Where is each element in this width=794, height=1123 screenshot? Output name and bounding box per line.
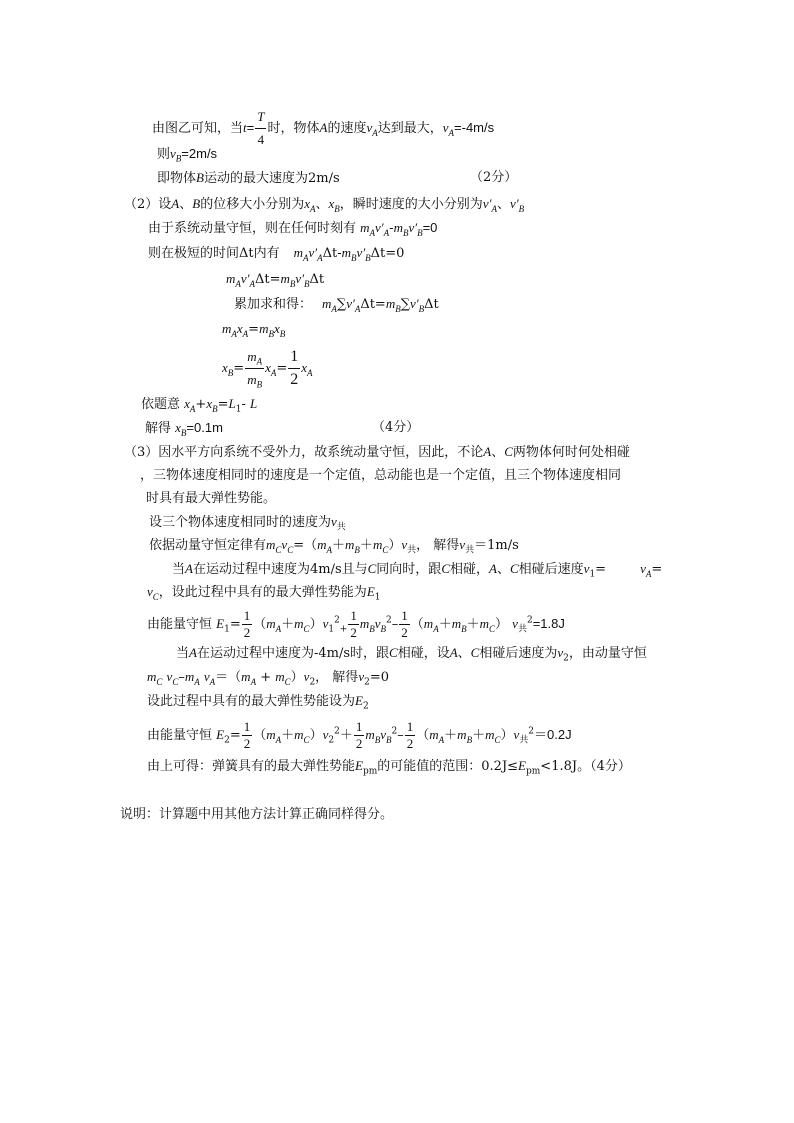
fraction-one-half: $\frac{1}{2}$ (401, 608, 408, 640)
line-23: 设此过程中具有的最大弹性势能设为$E_2$ (147, 693, 369, 712)
line-10: $x_B=$ $\frac{m_A}{m_B}$ $x_A=$ $\frac{1}{2}$ $x_A$ (222, 348, 313, 390)
fraction-one-half: $\frac{1}{2}$ (406, 719, 414, 751)
line-8: 累加求和得： $m_A\sum v'_A\Delta t=m_B\sum v'_B\Delta t$ (234, 296, 439, 314)
fraction-T-over-4: $\frac{T}{4}$ (255, 106, 266, 151)
line-3: 即物体B运动的最大速度为2m/s (157, 170, 340, 186)
line-17: 依据动量守恒定律有$m_Cv_C=(m_A+m_B+m_C)v_共$， 解得$v_共=1m/s$ (149, 537, 519, 556)
line-25: 由上可得：弹簧具有的最大弹性势能$E_{pm}$的可能值的范围：$0.2J\le E_{pm}<1.8J$。（4分） (147, 758, 631, 777)
fraction-one-half: $\frac{1}{2}$ (290, 348, 299, 388)
note-line: 说明：计算题中用其他方法计算正确同样得分。 (120, 807, 394, 822)
line-18: 当A在运动过程中速度为4m/s且与C同向时，跟C相碰，A、C相碰后速度$v_1= v_A=$ (172, 561, 663, 580)
line-15: 时具有最大弹性势能。 (146, 491, 277, 506)
line-9: $m_Ax_A=m_Bx_B$ (222, 321, 286, 339)
score-4a: （4分） (372, 420, 420, 435)
line-16: 设三个物体速度相同时的速度为$v_共$ (149, 514, 346, 533)
fraction-one-half: $\frac{1}{2}$ (350, 608, 357, 640)
line-6: 则在极短的时间Δt内有 $m_Av'_A\Delta t-m_Bv'_B\Delta t=0$ (148, 245, 405, 263)
line-7: $m_Av'_A\Delta t=m_Bv'_B\Delta t$ (226, 271, 325, 289)
line-20: 由能量守恒 $E_1=$ $\frac{1}{2}$ $(m_A+m_C)v_1^2_+$ $\frac{1}{2}$ $m_Bv_B^2-$ $\frac{1}{2}$ $(m_A+m_B+m_C)$ $v_共^2=1.8J$ (147, 608, 565, 640)
line-2: 则$v_B=2m/s$ (157, 146, 218, 164)
fraction-mA-over-mB: $\frac{m_A}{m_B}$ (245, 346, 264, 391)
score-2: （2分） (470, 170, 518, 185)
line-14: ，三物体速度相同时的速度是一个定值，总动能也是一个定值，且三个物体速度相同 (140, 468, 622, 483)
line-1: 由图乙可知，当t= $\frac{T}{4}$ 时，物体A的速度$v_A$达到最大，$v_A=-4m/s$ (152, 106, 494, 151)
line-12: 解得 $x_B=0.1m$ (145, 420, 223, 438)
fraction-one-half: $\frac{1}{2}$ (355, 719, 363, 751)
fraction-one-half: $\frac{1}{2}$ (243, 719, 251, 751)
line-11: 依题意 $x_A+x_B=L_1-$ L (141, 396, 258, 415)
line-19: $v_C$，设此过程中具有的最大弹性势能为$E_1$ (147, 584, 381, 603)
line-24: 由能量守恒 $E_2=$ $\frac{1}{2}$ $(m_A+m_C)v_2^2+$ $\frac{1}{2}$ $m_Bv_B^2-$ $\frac{1}{2}$ $(m_A+m_B+m_C)v_共^2=0.2J$ (147, 719, 572, 751)
line-21: 当A在运动过程中速度为-4m/s时，跟C相碰，设A、C相碰后速度为$v_2$，由动量守恒 (176, 645, 647, 664)
line-4: （2）设A、B的位移大小分别为$x_A$、$x_B$，瞬时速度的大小分别为$v'_A$、$v'_B$ (124, 196, 525, 214)
fraction-one-half: $\frac{1}{2}$ (243, 608, 251, 640)
line-5: 由于系统动量守恒，则在任何时刻有 $m_Av'_A-m_Bv'_B=0$ (148, 220, 438, 238)
line-22: $m_C$ $v_C-m_A$ $v_A=(m_A + m_C)v_2$， 解得$v_2=0$ (147, 669, 389, 688)
line-13: （3）因水平方向系统不受外力，故系统动量守恒，因此，不论A、C两物体何时何处相碰 (124, 444, 630, 460)
